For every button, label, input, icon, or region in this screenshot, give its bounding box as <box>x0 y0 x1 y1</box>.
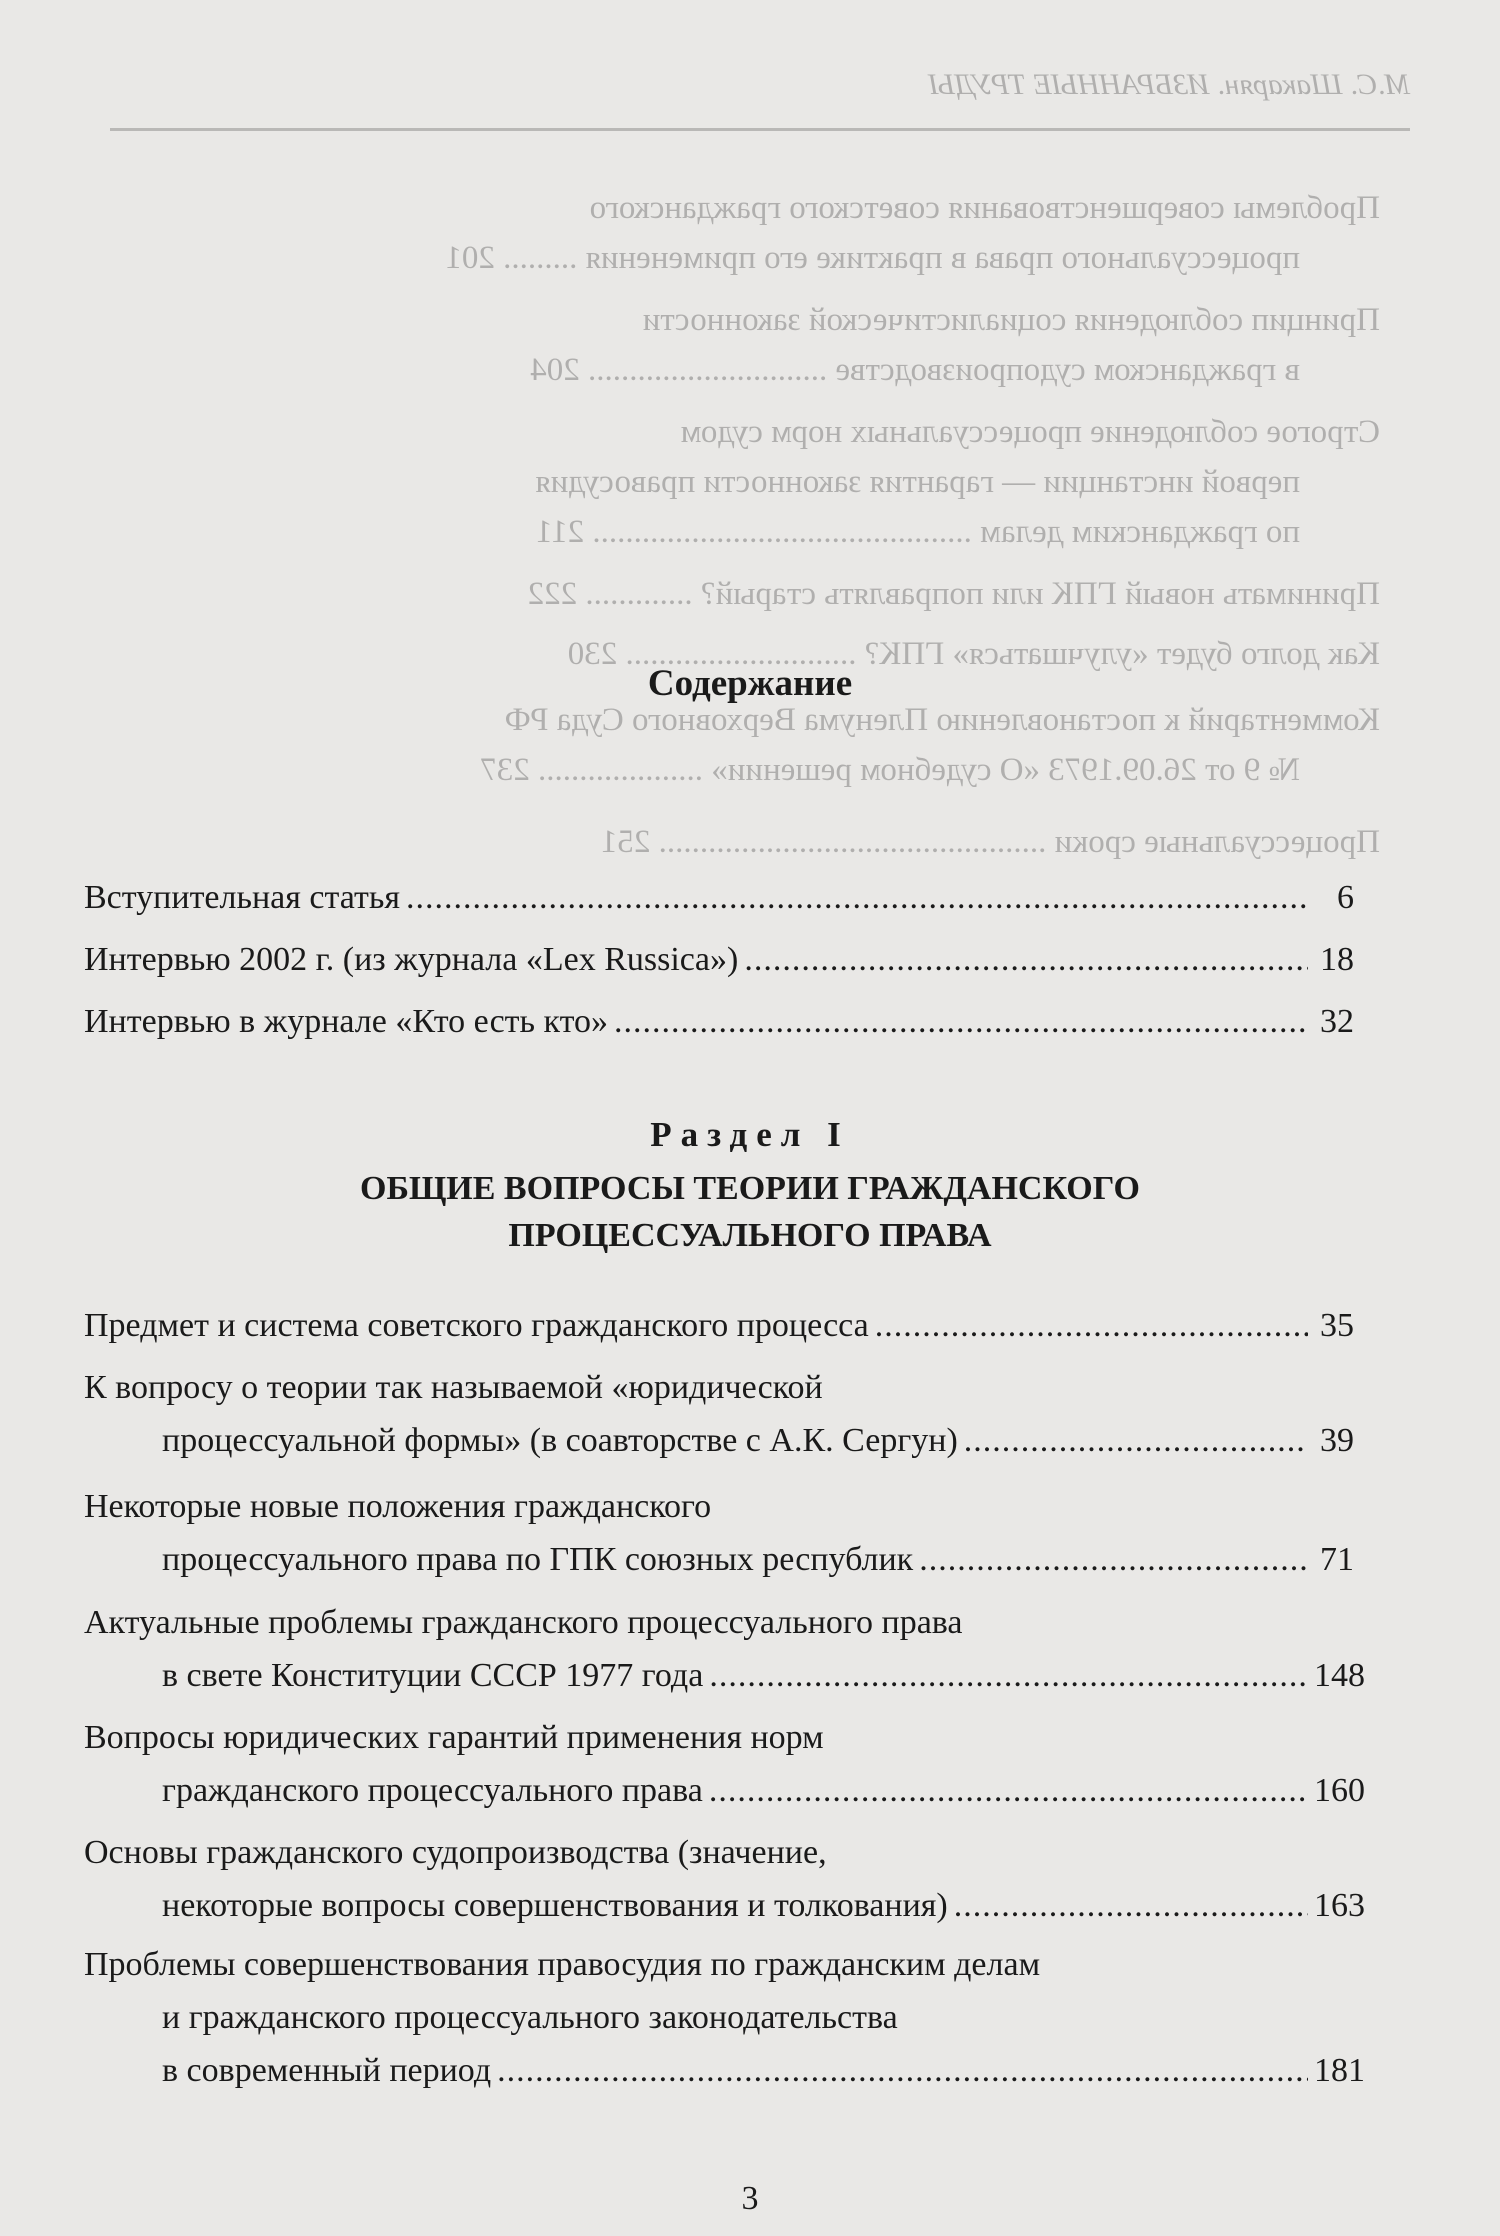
bleed-line: первой инстанции — гарантия законности правосудия <box>535 464 1300 500</box>
toc-entry-page: 71 <box>1320 1541 1354 1578</box>
toc-title: Содержание <box>647 663 853 704</box>
bleed-header: М.С. Шакарян. ИЗБРАННЫЕ ТРУДЫ <box>928 68 1410 101</box>
toc-entry-title: Предмет и система советского гражданского процесса <box>84 1307 869 1344</box>
toc-entry-title: Интервью 2002 г. (из журнала «Lex Russica») <box>84 941 739 978</box>
toc-entry-title: Вступительная статья <box>84 879 400 916</box>
leader-dots <box>954 1879 1308 1932</box>
toc-entry-title: К вопросу о теории так называемой «юридической <box>84 1369 823 1406</box>
toc-entry-page: 35 <box>1320 1307 1354 1344</box>
leader-dots <box>497 2044 1308 2097</box>
leader-dots <box>406 871 1308 924</box>
section-label: Раздел I <box>650 1115 850 1154</box>
page-number: 3 <box>741 2180 759 2217</box>
toc-entry-title: в свете Конституции СССР 1977 года <box>162 1657 704 1694</box>
toc-entry-title: в современный период <box>162 2052 492 2089</box>
leader-dots <box>875 1299 1308 1352</box>
toc-entry-page: 6 <box>1337 879 1354 916</box>
bleed-line: Проблемы совершенствования советского гражданского <box>589 190 1380 226</box>
bleed-line: по гражданским делам .............................................. 211 <box>535 514 1300 550</box>
toc-entry-title: Вопросы юридических гарантий применения норм <box>84 1719 824 1756</box>
toc-entry-title: некоторые вопросы совершенствования и толкования) <box>162 1887 948 1924</box>
toc-entry-title: процессуального права по ГПК союзных республик <box>162 1541 914 1578</box>
leader-dots <box>964 1414 1308 1467</box>
toc-entry[interactable] <box>84 1480 1354 1586</box>
toc-entry-page: 181 <box>1314 2052 1365 2089</box>
toc-entry-title: гражданского процессуального права <box>162 1772 703 1809</box>
toc-entry[interactable] <box>84 1361 1354 1467</box>
toc-entry[interactable] <box>84 871 1354 924</box>
leader-dots <box>709 1764 1308 1817</box>
toc-entry[interactable] <box>84 1711 1365 1817</box>
section-title-line: ПРОЦЕССУАЛЬНОГО ПРАВА <box>508 1217 992 1254</box>
toc-entry-title: Актуальные проблемы гражданского процессуального права <box>84 1604 963 1641</box>
toc-entry-page: 148 <box>1314 1657 1365 1694</box>
toc-entry[interactable] <box>84 1938 1365 2097</box>
toc-entry-page: 160 <box>1314 1772 1365 1809</box>
bleed-line: Как долго будет «улучшаться» ГПК? ............................ 230 <box>567 636 1380 672</box>
toc-entry-title: Основы гражданского судопроизводства (значение, <box>84 1834 827 1871</box>
toc-entry-title: процессуальной формы» (в соавторстве с А.К. Сергун) <box>162 1422 958 1459</box>
section-title-line: ОБЩИЕ ВОПРОСЫ ТЕОРИИ ГРАЖДАНСКОГО <box>360 1170 1140 1207</box>
toc-entry[interactable] <box>84 933 1354 986</box>
toc-entry-page: 163 <box>1314 1887 1365 1924</box>
bleed-line: в гражданском судопроизводстве ............................. 204 <box>530 352 1300 388</box>
toc-entry-title: Проблемы совершенствования правосудия по гражданским делам <box>84 1946 1041 1983</box>
toc-entry-page: 32 <box>1320 1003 1354 1040</box>
leader-dots <box>919 1533 1308 1586</box>
bleed-line: № 9 от 26.09.1973 «О судебном решении» .................... 237 <box>480 752 1300 788</box>
bleed-line: Комментарий к постановлению Пленума Верховного Суда РФ <box>504 702 1380 738</box>
toc-entry-title: и гражданского процессуального законодательства <box>162 1999 898 2036</box>
bleed-line: Строгое соблюдение процессуальных норм судом <box>680 414 1380 450</box>
bleed-line: Процессуальные сроки ............................................... 251 <box>600 824 1380 860</box>
bleed-line: процессуального права в практике его применения ......... 201 <box>445 240 1300 276</box>
bleed-line: Принцип соблюдения социалистической законности <box>642 302 1380 338</box>
leader-dots <box>709 1649 1308 1702</box>
toc-entry[interactable] <box>84 995 1354 1048</box>
leader-dots <box>614 995 1308 1048</box>
toc-entry[interactable] <box>84 1596 1365 1702</box>
toc-entry-title: Некоторые новые положения гражданского <box>84 1488 712 1525</box>
toc-entry-title: Интервью в журнале «Кто есть кто» <box>84 1003 609 1040</box>
toc-entry-page: 39 <box>1320 1422 1354 1459</box>
bleed-line: Принимать новый ГПК или поправлять старый? ............. 222 <box>527 576 1380 612</box>
toc-entry-page: 18 <box>1320 941 1354 978</box>
section-title <box>0 1165 1500 1259</box>
toc-entry[interactable] <box>84 1299 1354 1352</box>
toc-entry[interactable] <box>84 1826 1365 1932</box>
leader-dots <box>744 933 1308 986</box>
